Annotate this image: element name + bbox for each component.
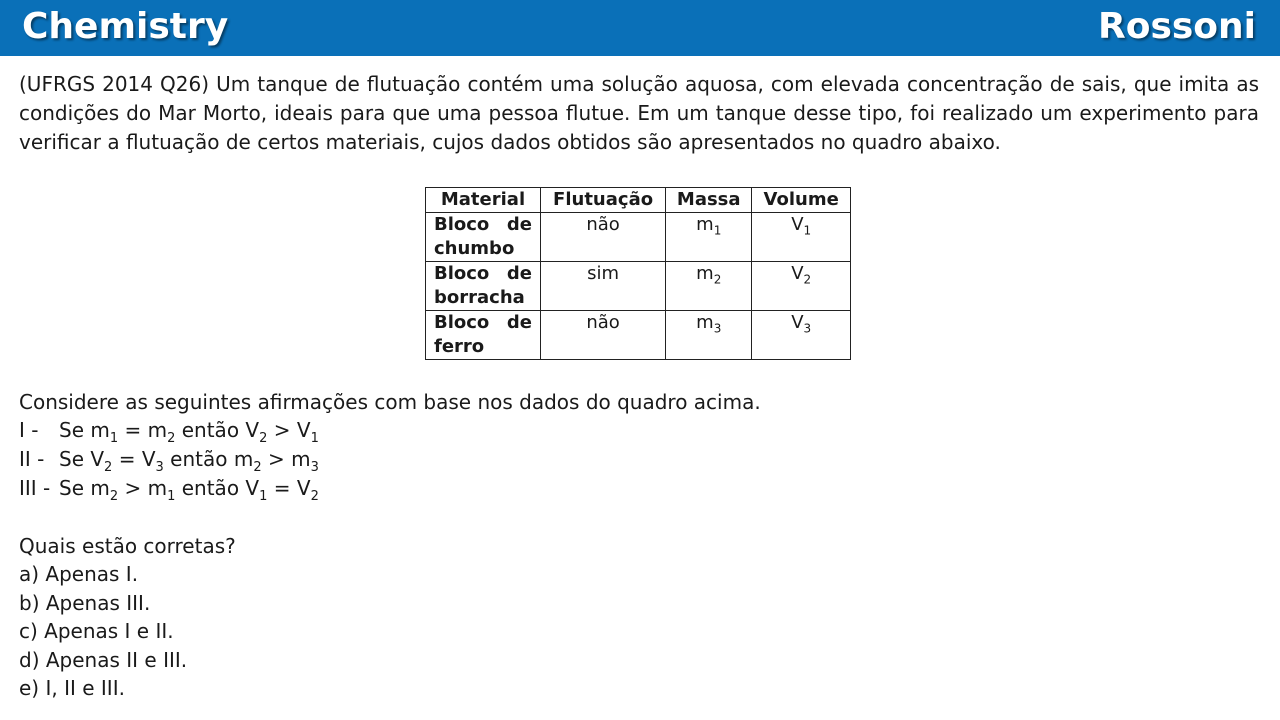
statement-subscript: 2	[104, 460, 113, 475]
slide-title: Chemistry	[22, 6, 229, 47]
statement-subscript: 1	[109, 431, 119, 446]
statement-word: então	[181, 418, 240, 442]
volume-subscript: 3	[803, 321, 812, 336]
statement-number: II -	[19, 447, 45, 471]
statement-operator: >	[267, 447, 285, 471]
table-row	[426, 213, 851, 262]
mass-subscript: 3	[713, 321, 722, 336]
volume-subscript: 1	[803, 223, 812, 238]
table-header-row	[426, 188, 851, 213]
statement-word: então	[181, 476, 240, 500]
statement-word: Se	[59, 447, 84, 471]
statement-subscript: 2	[167, 431, 176, 446]
volume-symbol: V	[791, 312, 804, 333]
statements-intro: Considere as seguintes afirmações com base nos dados do quadro acima.	[19, 390, 761, 414]
statement-word: então	[170, 447, 228, 471]
statement-item	[19, 474, 319, 511]
question-text: (UFRGS 2014 Q26) Um tanque de flutuação contém uma solução aquosa, com elevada concentração de sais, que imita as condições do Mar Morto, ideais para que uma pessoa flutue. Em um tanque desse tipo, foi realizado um experimento para verificar a flutuação de certos materiais, cujos dados obtidos são apresentados no quadro abaixo.	[19, 72, 1259, 154]
statement-operator: >	[273, 418, 291, 442]
mass-cell	[666, 311, 752, 360]
answer-option-a: a) Apenas I.	[19, 562, 139, 586]
statement-symbol: m	[147, 476, 168, 500]
flotation-cell: não	[541, 213, 666, 262]
statement-symbol: m	[90, 476, 110, 500]
material-word: Bloco	[434, 214, 490, 235]
statement-symbol: V	[141, 447, 156, 471]
mass-subscript: 1	[713, 223, 722, 238]
flotation-cell: sim	[541, 262, 666, 311]
slide-author: Rossoni	[1097, 6, 1256, 47]
statement-subscript: 2	[310, 489, 319, 504]
material-cell	[426, 213, 541, 262]
statement-operator: >	[124, 476, 142, 500]
statement-symbol: V	[90, 447, 105, 471]
statement-symbol: V	[296, 476, 311, 500]
answer-option-b: b) Apenas III.	[19, 591, 151, 615]
table-header-cell: Massa	[666, 188, 752, 213]
statement-symbol: m	[90, 418, 110, 442]
table-header-cell: Flutuação	[541, 188, 666, 213]
statement-symbol: m	[233, 447, 254, 471]
statement-symbol: V	[245, 476, 260, 500]
mass-symbol: m	[696, 214, 714, 235]
table-row	[426, 262, 851, 311]
volume-symbol: V	[791, 263, 804, 284]
volume-symbol: V	[791, 214, 804, 235]
material-word: Bloco	[434, 263, 490, 284]
statement-operator: =	[124, 418, 142, 442]
statement-word: Se	[59, 418, 84, 442]
mass-subscript: 2	[713, 272, 722, 287]
materials-table	[425, 187, 851, 360]
table-header-cell: Volume	[752, 188, 851, 213]
statement-subscript: 2	[109, 489, 119, 504]
volume-subscript: 2	[803, 272, 812, 287]
material-cell	[426, 262, 541, 311]
statement-operator: =	[273, 476, 291, 500]
statement-subscript: 3	[155, 460, 164, 475]
material-word: chumbo	[434, 238, 515, 259]
material-cell	[426, 311, 541, 360]
volume-cell	[752, 262, 851, 311]
statement-symbol: m	[147, 418, 168, 442]
statement-symbol: V	[296, 418, 311, 442]
question-prompt: Quais estão corretas?	[19, 534, 236, 558]
material-word: borracha	[434, 287, 525, 308]
table-header-cell: Material	[426, 188, 541, 213]
material-word: Bloco	[434, 312, 490, 333]
flotation-cell: não	[541, 311, 666, 360]
table-row	[426, 311, 851, 360]
mass-cell	[666, 213, 752, 262]
statement-subscript: 3	[310, 460, 319, 475]
mass-symbol: m	[696, 312, 714, 333]
answer-option-e: e) I, II e III.	[19, 676, 125, 700]
mass-symbol: m	[696, 263, 714, 284]
statement-subscript: 1	[259, 489, 268, 504]
volume-cell	[752, 213, 851, 262]
material-word: ferro	[434, 336, 485, 357]
statement-word: Se	[59, 476, 84, 500]
statement-operator: =	[118, 447, 136, 471]
material-word: de	[506, 263, 532, 284]
material-word: de	[506, 214, 532, 235]
answer-option-d: d) Apenas II e III.	[19, 648, 188, 672]
slide-header	[0, 0, 1280, 56]
statement-number: I -	[19, 418, 39, 442]
mass-cell	[666, 262, 752, 311]
answer-option-c: c) Apenas I e II.	[19, 619, 174, 643]
statement-subscript: 1	[310, 431, 319, 446]
statement-symbol: V	[245, 418, 260, 442]
statement-symbol: m	[291, 447, 311, 471]
statement-subscript: 2	[253, 460, 262, 475]
volume-cell	[752, 311, 851, 360]
statement-subscript: 2	[259, 431, 268, 446]
statement-number: III -	[19, 476, 51, 500]
statement-subscript: 1	[167, 489, 176, 504]
material-word: de	[506, 312, 532, 333]
